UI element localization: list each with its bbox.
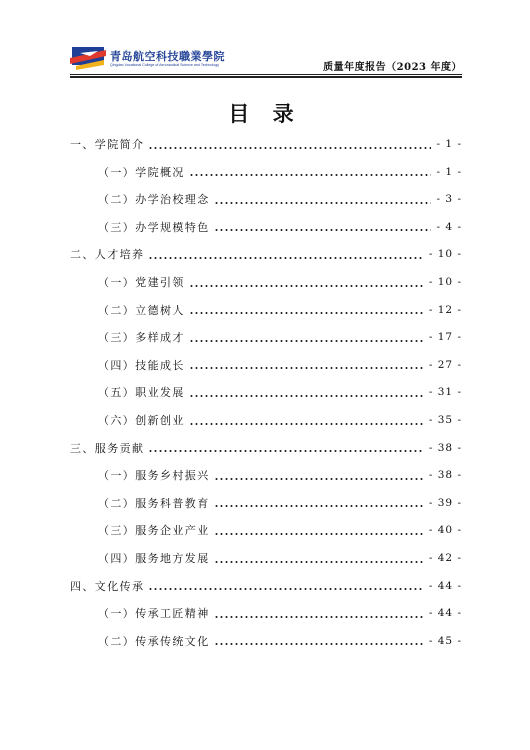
toc-entry[interactable]	[98, 327, 462, 347]
dot-leader	[189, 332, 423, 343]
toc-entry-page-number: - 44 -	[428, 607, 462, 620]
dot-leader	[148, 139, 430, 150]
toc-entry[interactable]	[98, 410, 462, 430]
toc-entry-page-number: - 10 -	[428, 276, 462, 288]
toc-entry[interactable]	[70, 244, 462, 264]
toc-entry-label: （二）立德树人	[98, 303, 185, 317]
toc-entry-page-number: - 4 -	[436, 220, 462, 233]
toc-entry-page-number: - 38 -	[428, 441, 462, 454]
dot-leader	[148, 249, 422, 260]
school-name: 青岛航空科技職業學院	[110, 50, 225, 63]
toc-entry-page-number: - 35 -	[428, 414, 462, 426]
toc-entry-label: （四）服务地方发展	[98, 552, 210, 565]
toc-entry-label: （一）党建引领	[98, 276, 185, 289]
toc-entry-label: 三、服务贡献	[70, 441, 145, 455]
toc-entry[interactable]	[98, 631, 462, 651]
toc-entry-label: （六）创新创业	[98, 414, 185, 427]
dot-leader	[214, 497, 423, 508]
report-title: 质量年度报告（2023 年度）	[323, 62, 462, 73]
toc-entry[interactable]	[98, 300, 462, 320]
toc-entry-page-number: - 31 -	[428, 386, 462, 399]
toc-entry-page-number: - 38 -	[428, 469, 462, 482]
toc-entry[interactable]	[98, 272, 462, 292]
toc-entry-label: （三）办学规模特色	[98, 220, 210, 234]
toc-entry[interactable]	[70, 134, 462, 154]
toc-entry-page-number: - 45 -	[428, 634, 462, 647]
toc-entry-label: （一）传承工匠精神	[98, 607, 210, 621]
toc-entry-page-number: - 42 -	[428, 552, 462, 564]
dot-leader	[189, 166, 431, 177]
toc-entry-page-number: - 3 -	[436, 193, 462, 206]
dot-leader	[214, 194, 431, 205]
college-logo	[70, 44, 106, 70]
toc-entry-label: （三）多样成才	[98, 331, 185, 345]
toc-entry-label: （二）服务科普教育	[98, 496, 210, 510]
dot-leader	[189, 359, 423, 370]
toc-entry-page-number: - 39 -	[428, 496, 462, 509]
toc-entry[interactable]	[98, 382, 462, 402]
toc-entry[interactable]	[98, 520, 462, 540]
toc-entry[interactable]	[98, 162, 462, 182]
dot-leader	[148, 442, 422, 453]
toc-title: 目 录	[228, 101, 302, 126]
toc-entry-page-number: - 10 -	[428, 248, 462, 261]
header-rule	[70, 74, 462, 75]
school-name-english: Qingdao Vocational College of Aeronautical Science and Technology	[110, 63, 220, 67]
page-header	[70, 44, 462, 74]
toc-entry[interactable]	[70, 576, 462, 596]
dot-leader	[189, 277, 423, 288]
toc-entry-label: （一）服务乡村振兴	[98, 469, 210, 483]
toc-entry-label: 二、人才培养	[70, 248, 145, 262]
toc-entry[interactable]	[98, 493, 462, 513]
dot-leader	[189, 415, 423, 426]
toc-entry-label: （二）传承传统文化	[98, 634, 210, 648]
toc-entry[interactable]	[98, 355, 462, 375]
dot-leader	[189, 387, 423, 398]
dot-leader	[214, 635, 423, 646]
toc-entry-page-number: - 27 -	[428, 358, 462, 371]
toc-entry-label: （四）技能成长	[98, 358, 185, 372]
toc-entry-label: （一）学院概况	[98, 165, 185, 179]
toc-entry[interactable]	[98, 465, 462, 485]
dot-leader	[189, 304, 423, 315]
toc-entry-label: （二）办学治校理念	[98, 193, 210, 207]
toc-entry-page-number: - 44 -	[428, 579, 462, 592]
toc-entry-label: （三）服务企业产业	[98, 524, 210, 538]
dot-leader	[214, 553, 423, 564]
toc-entry-label: 四、文化传承	[70, 579, 145, 593]
toc-entry[interactable]	[98, 217, 462, 237]
toc-entry-page-number: - 1 -	[436, 165, 462, 178]
dot-leader	[214, 608, 423, 619]
toc-entry-label: （五）职业发展	[98, 386, 185, 400]
toc-entry[interactable]	[98, 189, 462, 209]
dot-leader	[214, 525, 423, 536]
dot-leader	[214, 470, 423, 481]
toc-entry-label: 一、学院简介	[70, 138, 145, 151]
dot-leader	[148, 580, 422, 591]
toc-entry-page-number: - 1 -	[436, 138, 462, 150]
toc-entry-page-number: - 40 -	[428, 524, 462, 537]
toc-entry[interactable]	[98, 548, 462, 568]
toc-entry-page-number: - 12 -	[428, 303, 462, 316]
header-rule-thick	[70, 76, 462, 78]
toc-entry-page-number: - 17 -	[428, 331, 462, 344]
toc-entry[interactable]	[70, 438, 462, 458]
toc-entry[interactable]	[98, 603, 462, 623]
dot-leader	[214, 221, 431, 232]
